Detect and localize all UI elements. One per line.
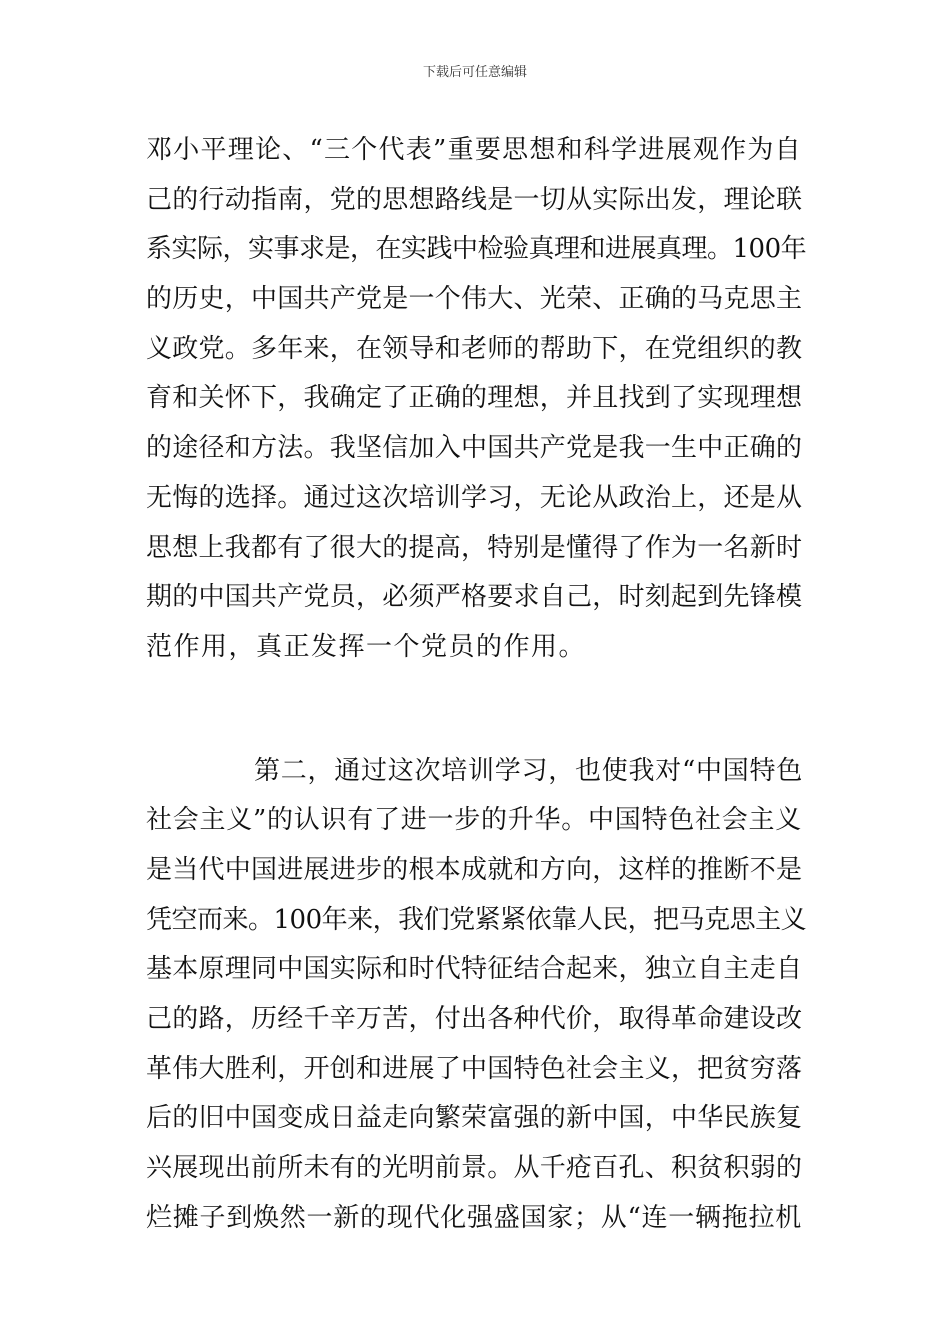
text-line: 邓小平理论、“三个代表”重要思想和科学进展观作为自: [146, 135, 802, 165]
text-line: 育和关怀下，我确定了正确的理想，并且找到了实现理想: [146, 383, 803, 414]
text-line: 的途径和方法。我坚信加入中国共产党是我一生中正确的: [146, 433, 803, 464]
text-line: 己的行动指南，党的思想路线是一切从实际出发，理论联: [146, 184, 803, 215]
text-line: 后的旧中国变成日益走向繁荣富强的新中国，中华民族复: [146, 1103, 803, 1134]
text-line: 义政党。多年来，在领导和老师的帮助下，在党组织的教: [146, 333, 803, 364]
text-line: 烂摊子到焕然一新的现代化强盛国家；从“连一辆拖拉机: [146, 1202, 803, 1233]
text-line: 社会主义”的认识有了进一步的升华。中国特色社会主义: [146, 805, 803, 836]
text-line: 范作用，真正发挥一个党员的作用。: [146, 631, 587, 662]
text-line: 己的路，历经千辛万苦，付出各种代价，取得革命建设改: [146, 1004, 803, 1034]
text-line: 凭空而来。100年来，我们党紧紧依靠人民，把马克思主义: [146, 904, 807, 935]
text-line: 兴展现出前所未有的光明前景。从千疮百孔、积贫积弱的: [146, 1153, 803, 1184]
paragraph-2: [146, 747, 806, 1244]
text-line: 无悔的选择。通过这次培训学习，无论从政治上，还是从: [146, 482, 803, 513]
text-line: 基本原理同中国实际和时代特征结合起来，独立自主走自: [146, 954, 803, 985]
document-body: [146, 126, 806, 1243]
text-line: 的历史，中国共产党是一个伟大、光荣、正确的马克思主: [146, 284, 803, 315]
text-line: 第二，通过这次培训学习，也使我对“中国特色: [254, 755, 804, 786]
page-header: 下载后可任意编辑: [422, 65, 527, 80]
text-line: 系实际，实事求是，在实践中检验真理和进展真理。100年: [146, 234, 807, 265]
text-line: 是当代中国进展进步的根本成就和方向，这样的推断不是: [146, 854, 803, 885]
text-line: 思想上我都有了很大的提高，特别是懂得了作为一名新时: [146, 532, 803, 563]
text-line: 期的中国共产党员，必须严格要求自己，时刻起到先锋模: [146, 582, 803, 613]
text-line: 革伟大胜利，开创和进展了中国特色社会主义，把贫穷落: [146, 1053, 803, 1084]
paragraph-1: [146, 126, 806, 673]
paragraph-gap: [146, 673, 806, 747]
